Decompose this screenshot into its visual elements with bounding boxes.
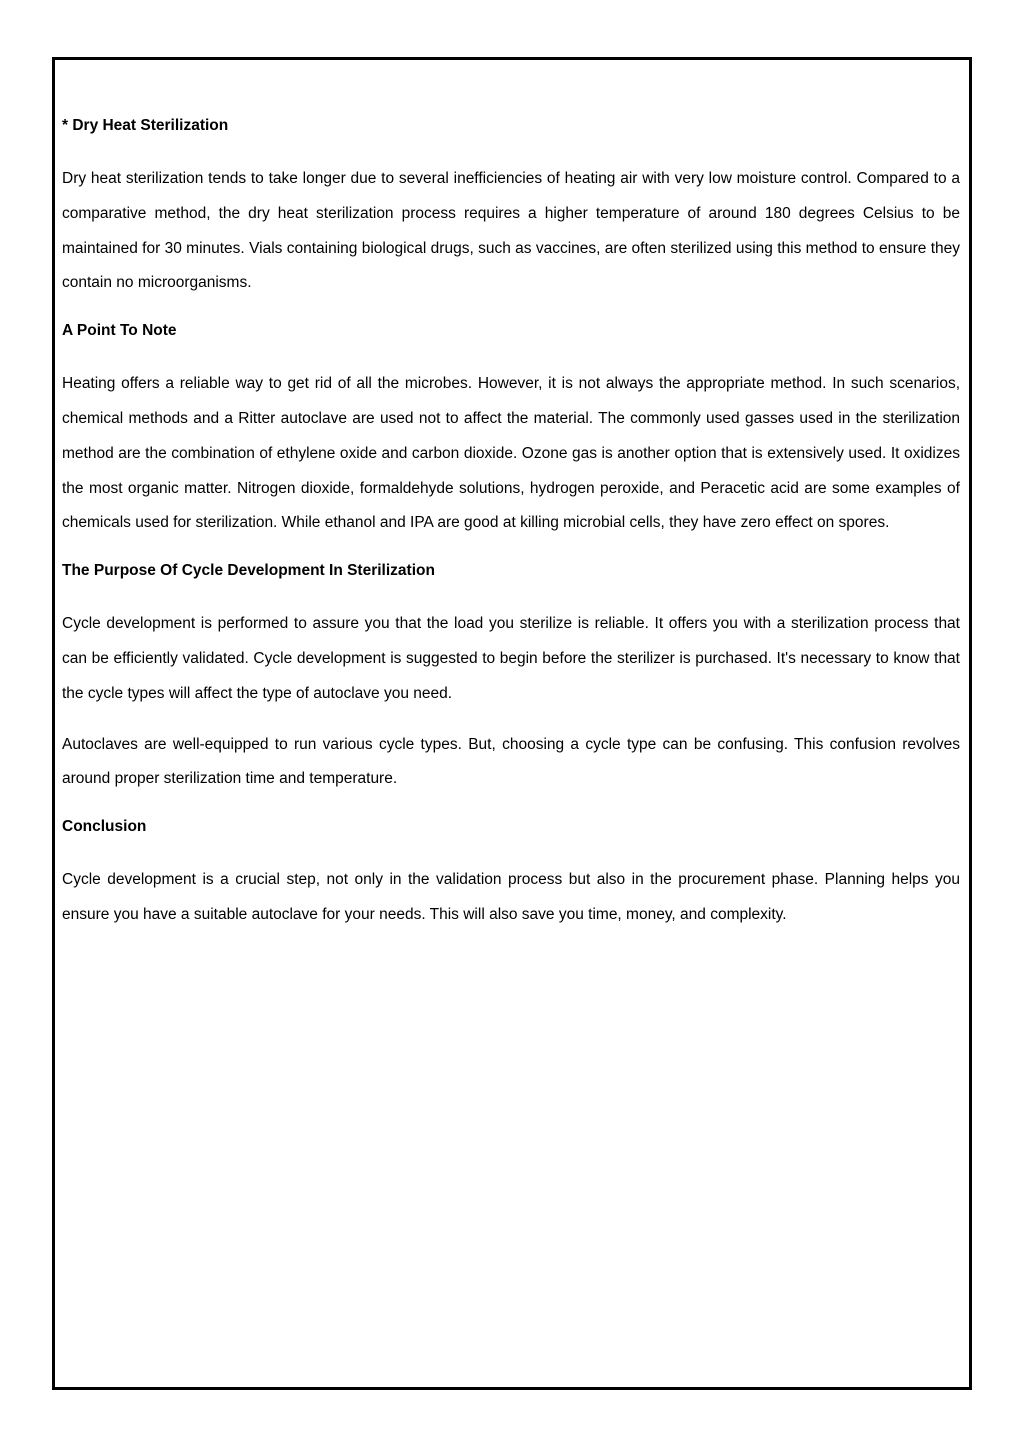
document-body	[62, 112, 960, 949]
paragraph-cycle-development-2: Autoclaves are well-equipped to run various cycle types. But, choosing a cycle type can be confusing. This confusion revolves around proper sterilization time and temperature.	[62, 735, 960, 788]
section-heading-cycle-development: The Purpose Of Cycle Development In Sterilization	[62, 562, 435, 580]
paragraph-dry-heat: Dry heat sterilization tends to take longer due to several inefficiencies of heating air with very low moisture control. Compared to a comparative method, the dry heat sterilization process requires a higher temperature of around 180 degrees Celsius to be maintained for 30 minutes. Vials containing biological drugs, such as vaccines, are often sterilized using this method to ensure they contain no microorganisms.	[62, 170, 960, 292]
section-heading-conclusion: Conclusion	[62, 818, 147, 836]
paragraph-point-to-note: Heating offers a reliable way to get rid of all the microbes. However, it is not always the appropriate method. In such scenarios, chemical methods and a Ritter autoclave are used not to affect the material. The commonly used gasses used in the sterilization method are the combination of ethylene oxide and carbon dioxide. Ozone gas is another option that is extensively used. It oxidizes the most organic matter. Nitrogen dioxide, formaldehyde solutions, hydrogen peroxide, and Peracetic acid are some examples of chemicals used for sterilization. While ethanol and IPA are good at killing microbial cells, they have zero effect on spores.	[62, 375, 960, 532]
section-heading-dry-heat: * Dry Heat Sterilization	[62, 117, 229, 134]
paragraph-cycle-development-1: Cycle development is performed to assure you that the load you sterilize is reliable. It offers you with a sterilization process that can be efficiently validated. Cycle development is suggested to begin before the sterilizer is purchased. It's necessary to know that the cycle types will affect the type of autoclave you need.	[62, 615, 960, 702]
paragraph-conclusion: Cycle development is a crucial step, not only in the validation process but also in the procurement phase. Planning helps you ensure you have a suitable autoclave for your needs. This will also save you time, money, and complexity.	[62, 871, 960, 923]
section-heading-point-to-note: A Point To Note	[62, 322, 177, 340]
